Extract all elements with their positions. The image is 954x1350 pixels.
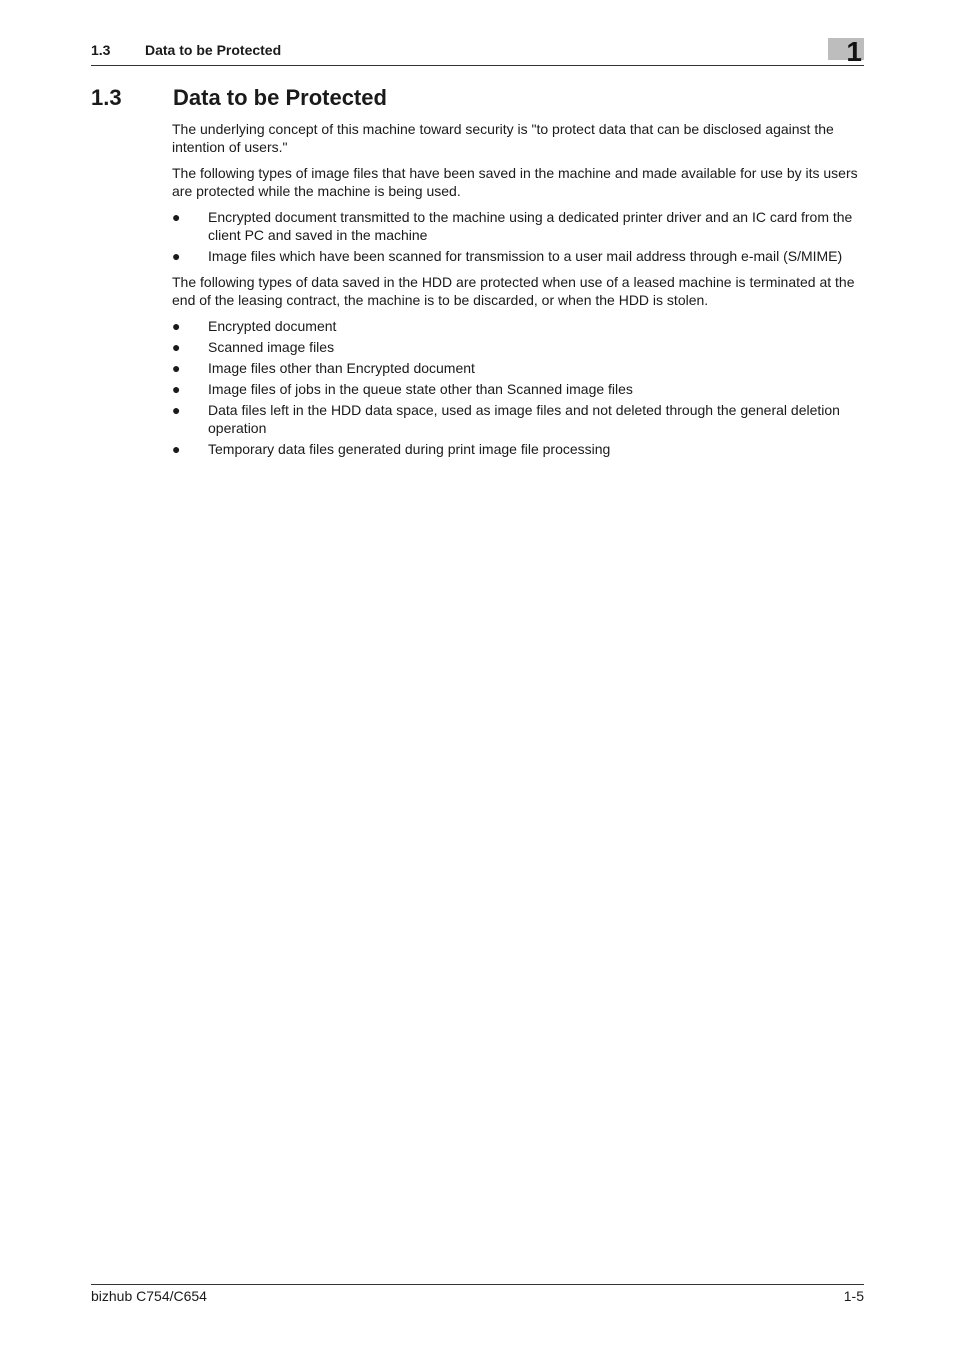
list-item (172, 317, 866, 335)
list-item (172, 380, 866, 398)
list-protected-in-use (172, 208, 866, 265)
paragraph-protected-hdd: The following types of data saved in the HDD are protected when use of a leased machine is terminated at the end of the leasing contract, the machine is to be discarded, or when the HDD is stolen. (172, 274, 855, 308)
paragraph-protected-in-use: The following types of image files that have been saved in the machine and made available for use by its users are protected while the machine is being used. (172, 165, 858, 199)
bullet-icon: ● (172, 318, 181, 334)
list-item-text: Scanned image files (208, 339, 335, 355)
section-heading-number: 1.3 (91, 85, 122, 110)
list-item-text: Encrypted document (208, 318, 337, 334)
running-footer (91, 1284, 864, 1309)
footer-product-name: bizhub C754/C654 (91, 1288, 207, 1304)
bullet-icon: ● (172, 381, 181, 397)
bullet-icon: ● (172, 441, 181, 457)
list-item-text: Image files which have been scanned for transmission to a user mail address through e-mail (S/MIME) (208, 248, 843, 264)
body-content (172, 120, 866, 466)
list-item (172, 440, 866, 458)
bullet-icon: ● (172, 209, 181, 225)
section-heading-title: Data to be Protected (173, 85, 387, 110)
list-item (172, 338, 866, 356)
list-item-text: Data files left in the HDD data space, used as image files and not deleted through the general deletion operation (208, 402, 840, 436)
list-item-text: Encrypted document transmitted to the machine using a dedicated printer driver and an IC card from the client PC and saved in the machine (208, 209, 853, 243)
bullet-icon: ● (172, 360, 181, 376)
chapter-number: 1 (846, 36, 862, 67)
header-section-title: Data to be Protected (145, 42, 282, 58)
list-item (172, 208, 866, 244)
footer-page-number: 1-5 (843, 1288, 864, 1304)
list-item-text: Image files other than Encrypted document (208, 360, 475, 376)
bullet-icon: ● (172, 248, 181, 264)
bullet-icon: ● (172, 402, 181, 418)
list-protected-hdd (172, 317, 866, 458)
list-item (172, 359, 866, 377)
bullet-icon: ● (172, 339, 181, 355)
header-section-number: 1.3 (91, 42, 111, 58)
list-item-text: Temporary data files generated during print image file processing (208, 441, 611, 457)
running-header (91, 36, 864, 67)
paragraph-security-concept: The underlying concept of this machine toward security is "to protect data that can be disclosed against the intention of users." (172, 121, 834, 155)
list-item-text: Image files of jobs in the queue state other than Scanned image files (208, 381, 633, 397)
list-item (172, 401, 866, 437)
list-item (172, 247, 866, 265)
